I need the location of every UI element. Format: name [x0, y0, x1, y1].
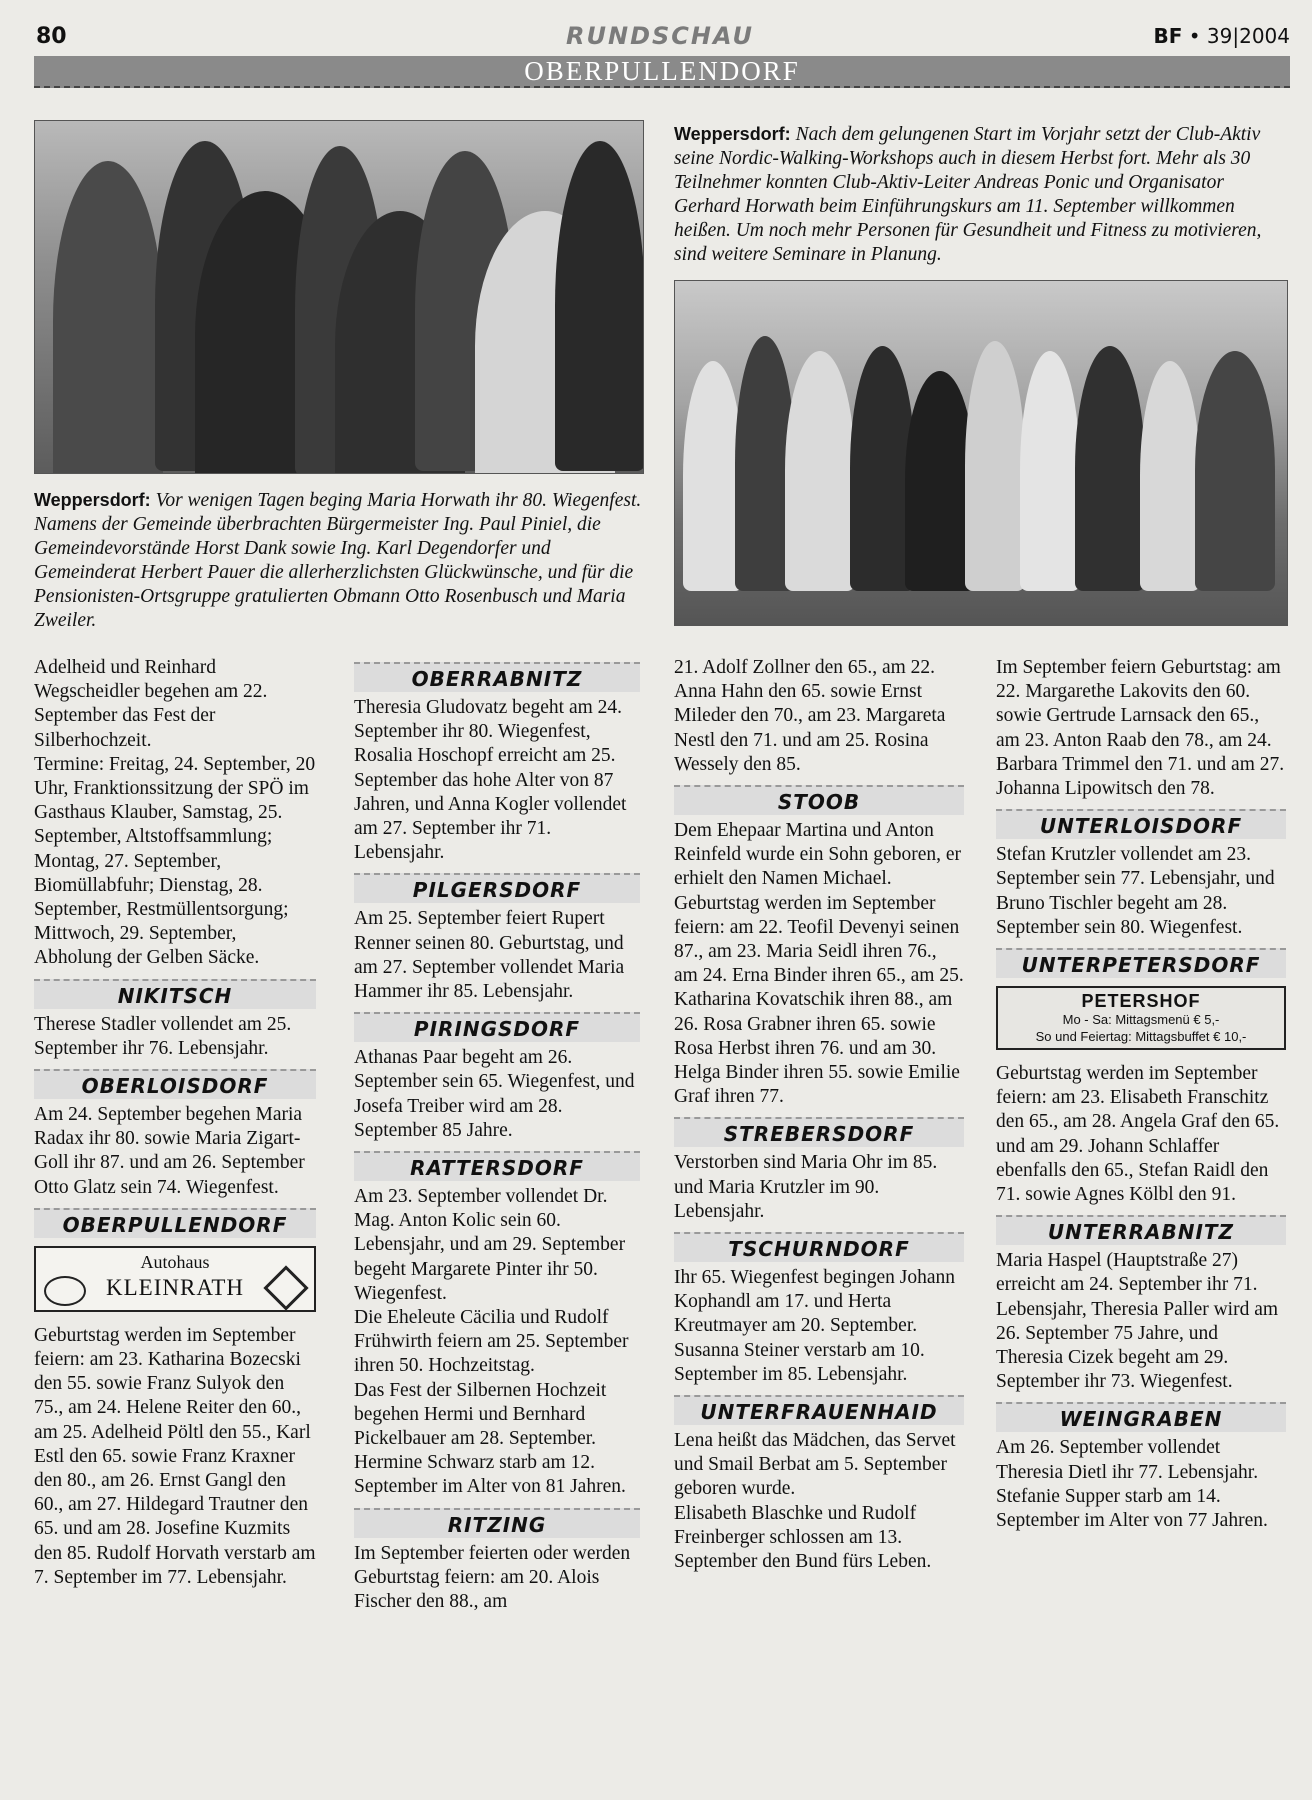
photo-jubilee-group: [34, 120, 644, 474]
heading-oberpullendorf: OBERPULLENDORF: [34, 1208, 316, 1238]
heading-nikitsch: NIKITSCH: [34, 979, 316, 1009]
heading-unterloisdorf: UNTERLOISDORF: [996, 809, 1286, 839]
article-weingraben-1: Am 26. September vollendet Theresia Dietl ihr 77. Lebensjahr.: [996, 1437, 1259, 1483]
article-tschurndorf-1: Ihr 65. Wiegenfest begingen Johann Kophandl am 17. und Herta Kreutmayer am 20. September.: [674, 1267, 955, 1337]
article-rattersdorf-4: Hermine Schwarz starb am 12. September im Alter von 81 Jahren.: [354, 1452, 626, 1498]
ad-autohaus-kleinrath: [34, 1246, 316, 1312]
article-rattersdorf-3: Das Fest der Silbernen Hochzeit begehen Hermi und Bernhard Pickelbauer am 28. September.: [354, 1379, 607, 1450]
article-unterloisdorf: Stefan Krutzler vollendet am 23. September sein 77. Lebensjahr, und Bruno Tischler begeht am 28. September sein 80. Wiegenfest.: [996, 844, 1275, 938]
article-oberloisdorf: Am 24. September begehen Maria Radax ihr 80. sowie Maria Zigart-Goll ihr 87. und am 26. September Otto Glatz sein 74. Wiegenfest.: [34, 1104, 305, 1198]
page-number: 80: [36, 24, 67, 49]
heading-piringsdorf: PIRINGSDORF: [354, 1012, 640, 1042]
article-tschurndorf-2: Susanna Steiner verstarb am 10. September im 85. Lebensjahr.: [674, 1339, 925, 1385]
caption-jubilee: [34, 488, 644, 633]
section-title: OBERPULLENDORF: [524, 56, 800, 86]
article-oberrabnitz: Theresia Gludovatz begeht am 24. September ihr 80. Wiegenfest, Rosalia Hoschopf erreicht am 25. September das hohe Alter von 87 Jahren, und Anna Kogler vollendet am 27. September ihr 71. Lebensjahr.: [354, 697, 627, 864]
article-unterfrauenhaid-2: Elisabeth Blaschke und Rudolf Freinberger schlossen am 13. September den Bund fürs Leben.: [674, 1502, 932, 1573]
ad-petershof: [996, 986, 1286, 1050]
article-nikitsch: Therese Stadler vollendet am 25. September ihr 76. Lebensjahr.: [34, 1013, 292, 1059]
heading-stoob: STOOB: [674, 785, 964, 815]
article-stoob-2: Geburtstag werden im September feiern: am 22. Teofil Devenyi seinen 87., am 23. Maria Seidl ihren 76., am 24. Erna Binder ihren 65., am 25. Katharina Kovatschik ihren 88., am 26. Rosa Grabner ihren 65. sowie Rosa Herbst ihren 76. und am 30. Helga Binder ihren 55. sowie Emilie Graf ihren 77.: [674, 892, 964, 1108]
heading-unterfrauenhaid: UNTERFRAUENHAID: [674, 1395, 964, 1425]
article-termine: Termine: Freitag, 24. September, 20 Uhr, Franktionssitzung der SPÖ im Gasthaus Klauber, Samstag, 25. September, Altstoffsammlung; Montag, 27. September, Biomüllabfuhr; Dienstag, 28. September, Restmüllentsorgung; Mittwoch, 29. September, Abholung der Gelben Säcke.: [34, 753, 316, 969]
heading-pilgersdorf: PILGERSDORF: [354, 873, 640, 903]
brand-label: BF: [1153, 24, 1183, 48]
article-unterpetersdorf: Geburtstag werden im September feiern: am 23. Elisabeth Franschitz den 65., am 28. Angela Graf den 65. und am 29. Johann Schlaffer ebenfalls den 65., Stefan Raidl den 71. sowie Agnes Kölbl den 91.: [996, 1063, 1280, 1206]
article-unterfrauenhaid-cont: Im September feiern Geburtstag: am 22. Margarethe Lakovits den 60. sowie Gertrude Larnsack den 65., am 23. Anton Raab den 78., am 24. Barbara Trimmel den 71. und am 27. Johanna Lipowitsch den 78.: [996, 657, 1285, 800]
ad-petershof-name: PETERSHOF: [1081, 991, 1201, 1012]
article-unterfrauenhaid-1: Lena heißt das Mädchen, das Servet und Smail Berbat am 5. September geboren wurde.: [674, 1430, 956, 1500]
article-piringsdorf: Athanas Paar begeht am 26. September sein 65. Wiegenfest, und Josefa Treiber wird am 28. September 85 Jahre.: [354, 1047, 635, 1141]
caption-jubilee-place: Weppersdorf:: [34, 490, 151, 510]
article-ritzing-cont: 21. Adolf Zollner den 65., am 22. Anna Hahn den 65. sowie Ernst Mileder den 70., am 23. Margareta Nestl den 71. und am 25. Rosina Wessely den 85.: [674, 657, 946, 775]
article-strebersdorf: Verstorben sind Maria Ohr im 85. und Maria Krutzler im 90. Lebensjahr.: [674, 1152, 938, 1222]
photo-nordic-walking-group: [674, 280, 1288, 626]
heading-strebersdorf: STREBERSDORF: [674, 1117, 964, 1147]
column-2: [354, 656, 640, 1614]
publication-name: RUNDSCHAU: [566, 22, 754, 50]
caption-nordic-place: Weppersdorf:: [674, 124, 791, 144]
mazda-logo-icon: [44, 1276, 86, 1306]
ad-autohaus-name: KLEINRATH: [106, 1274, 245, 1300]
heading-oberrabnitz: OBERRABNITZ: [354, 662, 640, 692]
article-oberpullendorf: Geburtstag werden im September feiern: am 23. Katharina Bozecski den 55. sowie Franz Sulyok den 75., am 24. Helene Reiter den 60., am 25. Adelheid Pöltl den 55., Karl Estl den 65. sowie Franz Kraxner den 80., am 26. Ernst Gangl den 60., am 27. Hildegard Trautner den 65. und am 28. Josefine Kuzmits den 85. Rudolf Horvath verstarb am 7. September im 77. Lebensjahr.: [34, 1324, 316, 1588]
article-rattersdorf-2: Die Eheleute Cäcilia und Rudolf Frühwirth feiern am 25. September ihren 50. Hochzeitstag.: [354, 1307, 629, 1377]
heading-weingraben: WEINGRABEN: [996, 1402, 1286, 1432]
column-1: [34, 656, 316, 1590]
issue-info: [1153, 24, 1290, 48]
article-ritzing: Im September feierten oder werden Geburtstag feiern: am 20. Alois Fischer den 88., am: [354, 1542, 631, 1613]
heading-unterrabnitz: UNTERRABNITZ: [996, 1215, 1286, 1245]
ad-petershof-line-1: Mo - Sa: Mittagsmenü € 5,-: [1062, 1012, 1220, 1028]
ad-autohaus-label: Autohaus: [140, 1251, 210, 1272]
column-4: [996, 656, 1286, 1533]
article-unterrabnitz: Maria Haspel (Hauptstraße 27) erreicht am 24. September ihr 71. Lebensjahr, Theresia Paller wird am 26. September 75 Jahre, und Theresia Cizek begeht am 29. September ihr 73. Wiegenfest.: [996, 1250, 1279, 1393]
heading-unterpetersdorf: UNTERPETERSDORF: [996, 948, 1286, 978]
section-banner: [34, 56, 1290, 88]
ad-petershof-line-2: So und Feiertag: Mittagsbuffet € 10,-: [1035, 1029, 1247, 1045]
issue-number: • 39|2004: [1188, 24, 1290, 48]
article-silberhochzeit: Adelheid und Reinhard Wegscheidler begehen am 22. September das Fest der Silberhochzeit.: [34, 657, 268, 751]
heading-oberloisdorf: OBERLOISDORF: [34, 1069, 316, 1099]
article-weingraben-2: Stefanie Supper starb am 14. September im Alter von 77 Jahren.: [996, 1485, 1268, 1532]
article-rattersdorf-1: Am 23. September vollendet Dr. Mag. Anton Kolic sein 60. Lebensjahr, und am 29. September begeht Margarete Pinter ihr 50. Wiegenfest.: [354, 1186, 626, 1304]
column-3: [674, 656, 964, 1574]
caption-jubilee-text: Vor wenigen Tagen beging Maria Horwath ihr 80. Wiegenfest. Namens der Gemeinde überbrachten Bürgermeister Ing. Paul Piniel, die Gemeindevorstände Horst Dank sowie Ing. Karl Degendorfer und Gemeinderat Herbert Pauer die allerherzlichsten Glückwünsche, und für die Pensionisten-Ortsgruppe gratulierten Obmann Otto Rosenbusch und Maria Zweiler.: [34, 490, 642, 631]
caption-nordic-text: Nach dem gelungenen Start im Vorjahr setzt der Club-Aktiv seine Nordic-Walking-Workshops auch in diesem Herbst fort. Mehr als 30 Teilnehmer konnten Club-Aktiv-Leiter Andreas Ponic und Organisator Gerhard Horwath beim Einführungskurs am 11. September willkommen heißen. Um noch mehr Personen für Gesundheit und Fitness zu motivieren, sind weitere Seminare in Planung.: [674, 124, 1262, 265]
heading-ritzing: RITZING: [354, 1508, 640, 1538]
article-pilgersdorf: Am 25. September feiert Rupert Renner seinen 80. Geburtstag, und am 27. September vollendet Maria Hammer ihr 85. Lebensjahr.: [354, 908, 625, 1003]
caption-nordic-walking: [674, 122, 1286, 267]
article-stoob-1: Dem Ehepaar Martina und Anton Reinfeld wurde ein Sohn geboren, er erhielt den Namen Michael.: [674, 820, 961, 890]
heading-tschurndorf: TSCHURNDORF: [674, 1232, 964, 1262]
heading-rattersdorf: RATTERSDORF: [354, 1151, 640, 1181]
